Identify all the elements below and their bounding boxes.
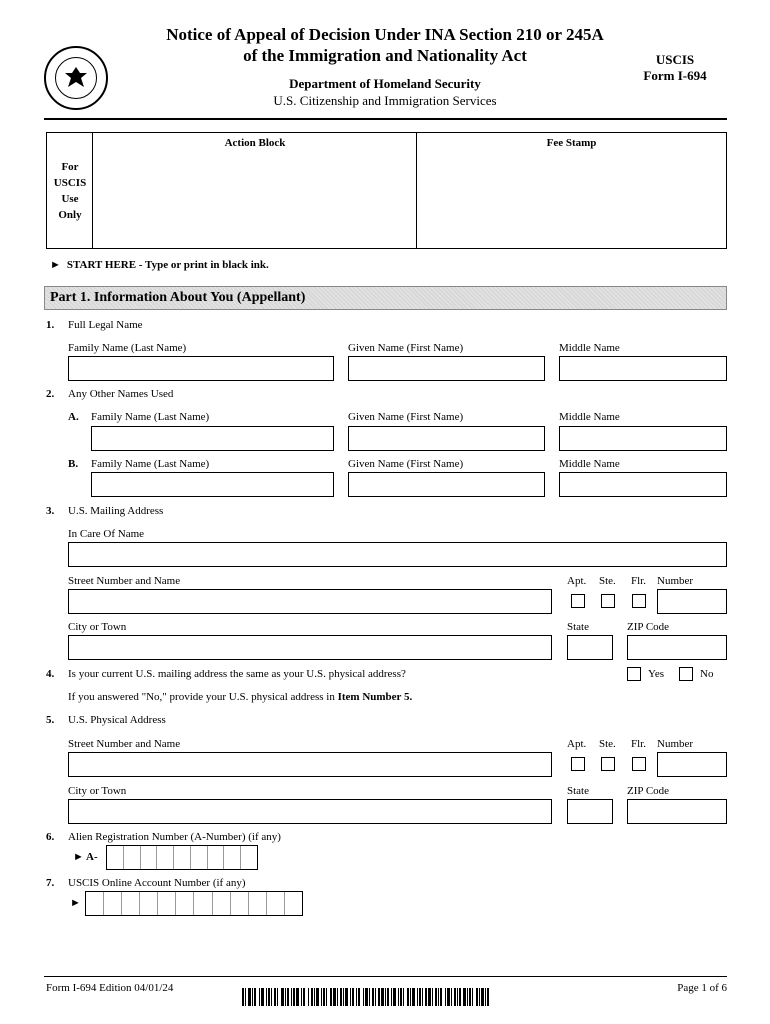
form-title-line2: of the Immigration and Nationality Act xyxy=(243,46,527,65)
mailing-city-label: City or Town xyxy=(68,621,127,633)
form-edition: Form I-694 Edition 04/01/24 xyxy=(46,982,174,994)
physical-city-field[interactable] xyxy=(68,799,552,824)
other-middle-name-a-field[interactable] xyxy=(559,426,727,451)
physical-flr-checkbox[interactable] xyxy=(632,757,646,771)
item7-label: USCIS Online Account Number (if any) xyxy=(68,877,246,889)
item2b-label: B. xyxy=(68,458,79,470)
form-title-line1: Notice of Appeal of Decision Under INA Section 210 or 245A xyxy=(166,25,604,44)
physical-state-label: State xyxy=(567,785,589,797)
item2b-family-label: Family Name (Last Name) xyxy=(91,458,210,470)
item1-number: 1. xyxy=(46,319,55,331)
mailing-ste-label: Ste. xyxy=(599,575,616,587)
item3-label: U.S. Mailing Address xyxy=(68,505,164,517)
item6-label: Alien Registration Number (A-Number) (if any) xyxy=(68,831,281,843)
item2b-middle-label: Middle Name xyxy=(559,458,620,470)
uscis-online-account-field[interactable] xyxy=(85,891,303,916)
physical-ste-label: Ste. xyxy=(599,738,616,750)
mailing-state-field[interactable] xyxy=(567,635,613,660)
header-divider xyxy=(44,118,727,120)
mailing-zip-field[interactable] xyxy=(627,635,727,660)
block-divider xyxy=(416,133,417,248)
physical-unit-number-label: Number xyxy=(657,738,694,750)
item2a-label: A. xyxy=(68,411,79,423)
physical-apt-checkbox[interactable] xyxy=(571,757,585,771)
other-family-name-a-field[interactable] xyxy=(91,426,334,451)
item1-label: Full Legal Name xyxy=(68,319,143,331)
physical-zip-field[interactable] xyxy=(627,799,727,824)
physical-city-label: City or Town xyxy=(68,785,127,797)
page-number: Page 1 of 6 xyxy=(677,982,727,994)
family-name-field[interactable] xyxy=(68,356,334,381)
item6-number: 6. xyxy=(46,831,55,843)
same-address-yes-label: Yes xyxy=(648,668,665,680)
footer-divider xyxy=(44,976,727,977)
item2-label: Any Other Names Used xyxy=(68,388,174,400)
physical-unit-number-field[interactable] xyxy=(657,752,727,777)
physical-ste-checkbox[interactable] xyxy=(601,757,615,771)
fee-stamp-label: Fee Stamp xyxy=(546,137,597,149)
mailing-flr-label: Flr. xyxy=(631,575,646,587)
in-care-of-field[interactable] xyxy=(68,542,727,567)
physical-state-field[interactable] xyxy=(567,799,613,824)
form-agency: USCIS xyxy=(655,52,695,67)
other-given-name-a-field[interactable] xyxy=(348,426,545,451)
item2-number: 2. xyxy=(46,388,55,400)
mailing-street-label: Street Number and Name xyxy=(68,575,181,587)
department-name: Department of Homeland Security xyxy=(289,76,481,91)
item2a-given-label: Given Name (First Name) xyxy=(348,411,464,423)
start-here-instruction: ► START HERE - Type or print in black ink. xyxy=(50,259,269,271)
item1-middle-label: Middle Name xyxy=(559,342,620,354)
online-account-prefix: ► xyxy=(70,897,81,909)
right-triangle-arrow-icon: ► xyxy=(50,259,61,271)
same-address-no-checkbox[interactable] xyxy=(679,667,693,681)
action-block-label: Action Block xyxy=(224,137,286,149)
item2b-given-label: Given Name (First Name) xyxy=(348,458,464,470)
item1-given-label: Given Name (First Name) xyxy=(348,342,464,354)
physical-zip-label: ZIP Code xyxy=(627,785,670,797)
other-middle-name-b-field[interactable] xyxy=(559,472,727,497)
item2a-middle-label: Middle Name xyxy=(559,411,620,423)
item4-instruction: If you answered "No," provide your U.S. physical address in Item Number 5. xyxy=(68,691,413,703)
other-given-name-b-field[interactable] xyxy=(348,472,545,497)
mailing-flr-checkbox[interactable] xyxy=(632,594,646,608)
part1-heading: Part 1. Information About You (Appellant) xyxy=(44,286,727,310)
item7-number: 7. xyxy=(46,877,55,889)
item5-label: U.S. Physical Address xyxy=(68,714,166,726)
mailing-apt-label: Apt. xyxy=(567,575,587,587)
physical-flr-label: Flr. xyxy=(631,738,646,750)
same-address-no-label: No xyxy=(700,668,714,680)
mailing-unit-number-label: Number xyxy=(657,575,694,587)
item1-family-label: Family Name (Last Name) xyxy=(68,342,187,354)
agency-name: U.S. Citizenship and Immigration Services xyxy=(273,93,497,108)
mailing-unit-number-field[interactable] xyxy=(657,589,727,614)
physical-street-label: Street Number and Name xyxy=(68,738,181,750)
other-family-name-b-field[interactable] xyxy=(91,472,334,497)
mailing-state-label: State xyxy=(567,621,589,633)
mailing-apt-checkbox[interactable] xyxy=(571,594,585,608)
uscis-use-block xyxy=(46,132,727,249)
physical-street-field[interactable] xyxy=(68,752,552,777)
in-care-of-label: In Care Of Name xyxy=(68,528,145,540)
item2a-family-label: Family Name (Last Name) xyxy=(91,411,210,423)
a-number-field[interactable] xyxy=(106,845,258,870)
dhs-seal-icon xyxy=(44,46,108,110)
mailing-ste-checkbox[interactable] xyxy=(601,594,615,608)
barcode-icon xyxy=(242,988,578,1006)
middle-name-field[interactable] xyxy=(559,356,727,381)
same-address-yes-checkbox[interactable] xyxy=(627,667,641,681)
form-number: Form I-694 xyxy=(643,68,707,83)
item3-number: 3. xyxy=(46,505,55,517)
a-number-prefix: ► A- xyxy=(73,851,98,863)
given-name-field[interactable] xyxy=(348,356,545,381)
mailing-city-field[interactable] xyxy=(68,635,552,660)
mailing-street-field[interactable] xyxy=(68,589,552,614)
item5-number: 5. xyxy=(46,714,55,726)
mailing-zip-label: ZIP Code xyxy=(627,621,670,633)
physical-apt-label: Apt. xyxy=(567,738,587,750)
item4-question: Is your current U.S. mailing address the same as your U.S. physical address? xyxy=(68,668,406,680)
for-uscis-use-only-label: For USCIS Use Only xyxy=(53,161,87,221)
item4-number: 4. xyxy=(46,668,55,680)
